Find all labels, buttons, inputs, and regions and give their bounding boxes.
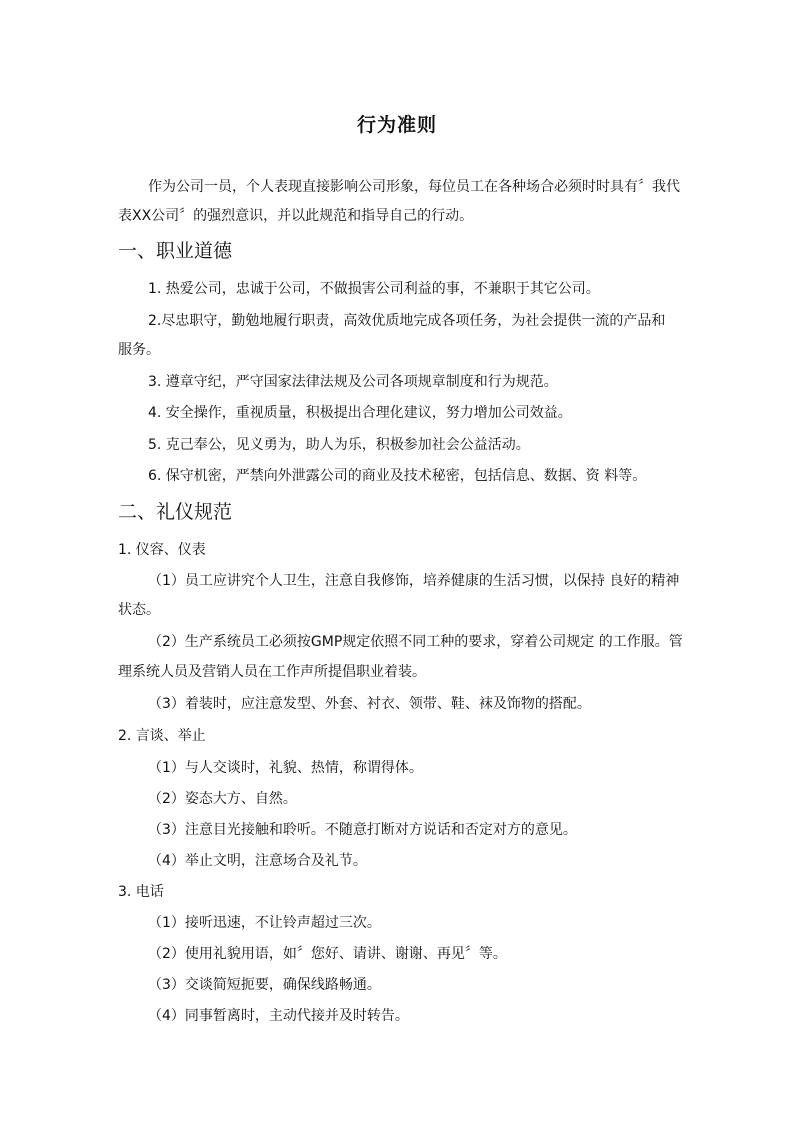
ethics-item: 6. 保守机密，严禁向外泄露公司的商业及技术秘密，包括信息、数据、资 料等。 [148, 468, 647, 484]
appearance-item: （2）生产系统员工必须按GMP规定依照不同工种的要求，穿着公司规定 的工作服。管 [148, 634, 683, 650]
conduct-item: （3）注意目光接触和聆听。不随意打断对方说话和否定对方的意见。 [148, 822, 577, 838]
telephone-item: （1）接听迅速，不让铃声超过三次。 [148, 915, 381, 931]
ethics-item: 1. 热爱公司，忠诚于公司，不做损害公司利益的事，不兼职于其它公司。 [148, 281, 600, 297]
intro-line: 作为公司一员，个人表现直接影响公司形象，每位员工在各种场合必须时时具有〞我代 [148, 179, 680, 195]
telephone-item: （2）使用礼貌用语，如〞您好、请讲、谢谢、再见〞等。 [148, 946, 507, 962]
telephone-item: （4）同事暂离时，主动代接并及时转告。 [148, 1008, 409, 1024]
appearance-item-continued: 理系统人员及营销人员在工作声所提倡职业着装。 [118, 664, 426, 680]
subsection-heading-telephone: 3. 电话 [118, 884, 164, 900]
appearance-item-continued: 状态。 [118, 602, 160, 618]
intro-line: 表XX公司〞的强烈意识，并以此规范和指导自己的行动。 [118, 208, 474, 224]
conduct-item: （2）姿态大方、自然。 [148, 791, 297, 807]
subsection-heading-appearance: 1. 仪容、仪表 [118, 542, 206, 558]
ethics-item: 3. 遵章守纪，严守国家法律法规及公司各项规章制度和行为规范。 [148, 374, 558, 390]
document-title: 行为准则 [356, 114, 437, 136]
subsection-heading-conduct: 2. 言谈、举止 [118, 728, 206, 744]
section-heading-professional-ethics: 一、职业道德 [118, 240, 233, 262]
section-heading-etiquette: 二、礼仪规范 [118, 501, 233, 523]
appearance-item: （1）员工应讲究个人卫生，注意自我修饰，培养健康的生活习惯，以保持 良好的精神 [148, 573, 680, 589]
appearance-item: （3）着装时，应注意发型、外套、衬衣、领带、鞋、袜及饰物的搭配。 [148, 696, 591, 712]
conduct-item: （4）举止文明，注意场合及礼节。 [148, 853, 367, 869]
ethics-item: 5. 克己奉公，见义勇为，助人为乐，积极参加社会公益活动。 [148, 437, 530, 453]
ethics-item: 4. 安全操作，重视质量，积极提出合理化建议，努力增加公司效益。 [148, 405, 572, 421]
conduct-item: （1）与人交谈时，礼貌、热情，称谓得体。 [148, 760, 423, 776]
ethics-item: 2.尽忠职守，勤勉地履行职责，高效优质地完成各项任务，为社会提供一流的产品和 [148, 313, 666, 329]
ethics-item-continued: 服务。 [118, 342, 160, 358]
telephone-item: （3）交谈简短扼要，确保线路畅通。 [148, 977, 381, 993]
